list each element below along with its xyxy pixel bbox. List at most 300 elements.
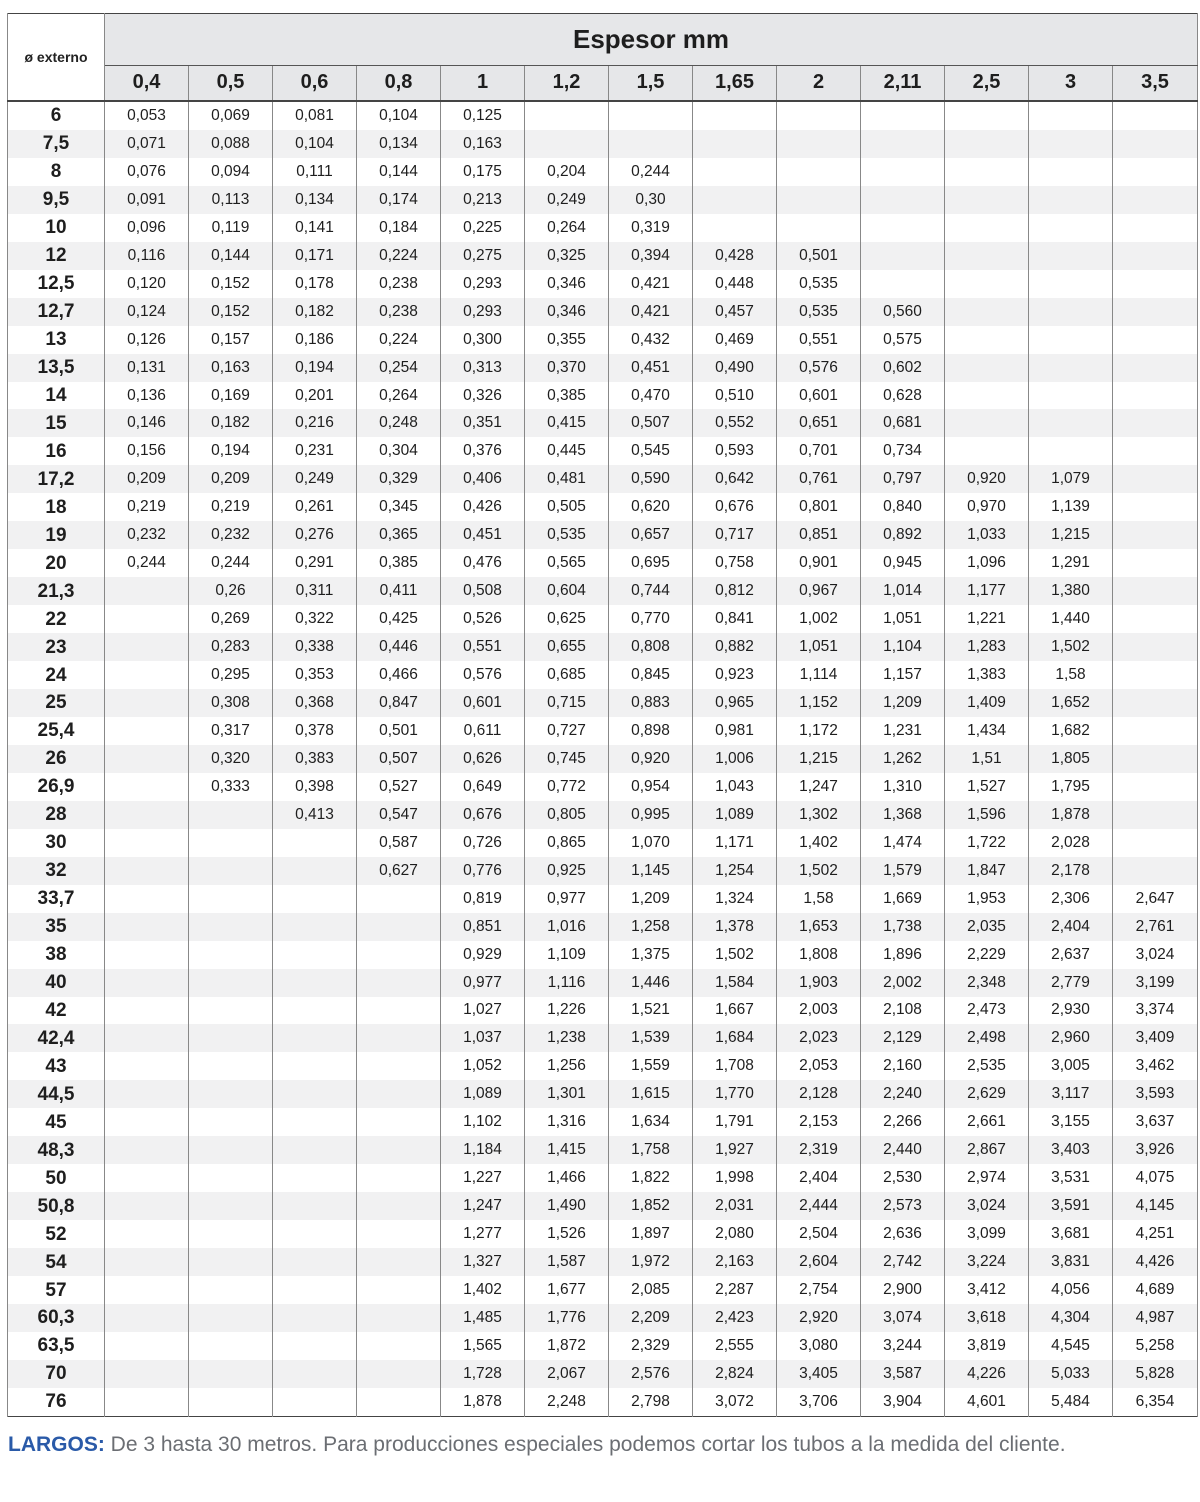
weight-cell <box>357 1360 441 1388</box>
weight-cell <box>1113 186 1198 214</box>
weight-cell: 1,002 <box>777 605 861 633</box>
weight-cell <box>273 1192 357 1220</box>
table-row <box>8 1024 1198 1052</box>
weight-cell <box>945 298 1029 326</box>
weight-cell <box>189 1080 273 1108</box>
weight-cell <box>945 437 1029 465</box>
weight-cell: 0,209 <box>189 465 273 493</box>
weight-cell: 0,981 <box>693 717 777 745</box>
weight-cell: 2,555 <box>693 1332 777 1360</box>
weight-cell: 1,584 <box>693 969 777 997</box>
outer-diameter-cell: 23 <box>8 633 105 661</box>
weight-cell: 4,545 <box>1029 1332 1113 1360</box>
weight-cell <box>273 1220 357 1248</box>
weight-cell <box>189 1248 273 1276</box>
weight-cell <box>105 1220 189 1248</box>
weight-cell <box>189 997 273 1025</box>
weight-cell: 3,462 <box>1113 1052 1198 1080</box>
table-row <box>8 242 1198 270</box>
weight-cell: 2,930 <box>1029 997 1113 1025</box>
weight-cell: 1,226 <box>525 997 609 1025</box>
weight-cell <box>105 1332 189 1360</box>
weight-cell: 0,146 <box>105 409 189 437</box>
weight-cell: 1,502 <box>1029 633 1113 661</box>
weight-cell: 3,409 <box>1113 1024 1198 1052</box>
weight-cell <box>357 1164 441 1192</box>
weight-cell: 0,451 <box>441 521 525 549</box>
weight-cell: 0,865 <box>525 829 609 857</box>
weight-cell <box>273 829 357 857</box>
weight-cell: 2,319 <box>777 1136 861 1164</box>
weight-cell: 2,129 <box>861 1024 945 1052</box>
weight-cell: 0,727 <box>525 717 609 745</box>
table-row <box>8 1052 1198 1080</box>
weight-cell: 0,413 <box>273 801 357 829</box>
weight-cell: 1,033 <box>945 521 1029 549</box>
weight-cell: 3,224 <box>945 1248 1029 1276</box>
weight-cell: 0,194 <box>189 437 273 465</box>
weight-cell: 0,587 <box>357 829 441 857</box>
weight-cell: 5,258 <box>1113 1332 1198 1360</box>
weight-cell: 1,157 <box>861 661 945 689</box>
weight-cell: 1,896 <box>861 941 945 969</box>
weight-cell: 3,405 <box>777 1360 861 1388</box>
outer-diameter-cell: 26,9 <box>8 773 105 801</box>
weight-cell <box>1029 270 1113 298</box>
weight-cell <box>189 1388 273 1416</box>
weight-cell: 0,385 <box>525 382 609 410</box>
table-row <box>8 745 1198 773</box>
outer-diameter-cell: 17,2 <box>8 465 105 493</box>
weight-cell: 0,081 <box>273 101 357 130</box>
weight-cell: 0,119 <box>189 214 273 242</box>
weight-cell: 1,878 <box>1029 801 1113 829</box>
weight-cell: 3,117 <box>1029 1080 1113 1108</box>
weight-cell: 0,575 <box>861 326 945 354</box>
weight-cell <box>273 1332 357 1360</box>
weight-cell: 2,329 <box>609 1332 693 1360</box>
outer-diameter-cell: 12,7 <box>8 298 105 326</box>
weight-cell <box>777 101 861 130</box>
weight-cell: 0,501 <box>357 717 441 745</box>
outer-diameter-cell: 25,4 <box>8 717 105 745</box>
weight-cell: 1,409 <box>945 689 1029 717</box>
weight-cell: 0,346 <box>525 270 609 298</box>
table-row <box>8 1332 1198 1360</box>
weight-cell: 0,415 <box>525 409 609 437</box>
weight-cell: 0,365 <box>357 521 441 549</box>
weight-cell: 1,634 <box>609 1108 693 1136</box>
table-row <box>8 1164 1198 1192</box>
weight-cell: 1,722 <box>945 829 1029 857</box>
weight-cell: 1,485 <box>441 1304 525 1332</box>
weight-cell: 0,676 <box>693 493 777 521</box>
weight-cell: 1,847 <box>945 857 1029 885</box>
table-row <box>8 773 1198 801</box>
weight-cell: 0,295 <box>189 661 273 689</box>
weight-cell <box>1029 186 1113 214</box>
weight-cell: 0,758 <box>693 549 777 577</box>
weight-cell: 2,163 <box>693 1248 777 1276</box>
weight-cell <box>357 1108 441 1136</box>
table-row <box>8 382 1198 410</box>
weight-cell: 0,535 <box>777 270 861 298</box>
weight-cell: 1,652 <box>1029 689 1113 717</box>
weight-cell <box>525 130 609 158</box>
weight-cell: 1,247 <box>441 1192 525 1220</box>
weight-cell: 1,878 <box>441 1388 525 1416</box>
weight-cell: 0,182 <box>189 409 273 437</box>
weight-cell <box>105 717 189 745</box>
weight-cell <box>189 1108 273 1136</box>
weight-cell: 1,677 <box>525 1276 609 1304</box>
weight-cell: 0,248 <box>357 409 441 437</box>
weight-cell <box>1113 661 1198 689</box>
weight-cell: 1,283 <box>945 633 1029 661</box>
table-row <box>8 186 1198 214</box>
weight-cell <box>105 941 189 969</box>
weight-cell: 1,238 <box>525 1024 609 1052</box>
weight-cell <box>189 857 273 885</box>
weight-cell: 1,852 <box>609 1192 693 1220</box>
weight-cell <box>357 941 441 969</box>
weight-cell: 1,089 <box>441 1080 525 1108</box>
weight-cell: 0,685 <box>525 661 609 689</box>
weight-cell: 2,440 <box>861 1136 945 1164</box>
outer-diameter-cell: 63,5 <box>8 1332 105 1360</box>
weight-cell: 1,669 <box>861 885 945 913</box>
weight-cell <box>1113 130 1198 158</box>
weight-cell: 1,378 <box>693 913 777 941</box>
weight-cell: 0,383 <box>273 745 357 773</box>
weight-cell: 2,023 <box>777 1024 861 1052</box>
weight-cell: 0,219 <box>189 493 273 521</box>
weight-cell: 1,684 <box>693 1024 777 1052</box>
weight-cell: 0,761 <box>777 465 861 493</box>
weight-cell: 1,114 <box>777 661 861 689</box>
weight-cell: 0,231 <box>273 437 357 465</box>
weight-cell: 1,051 <box>861 605 945 633</box>
weight-cell: 6,354 <box>1113 1388 1198 1416</box>
weight-cell: 0,507 <box>357 745 441 773</box>
weight-cell: 0,649 <box>441 773 525 801</box>
thickness-header: 0,4 <box>105 65 189 101</box>
weight-cell <box>945 382 1029 410</box>
weight-cell: 1,502 <box>777 857 861 885</box>
weight-cell: 0,545 <box>609 437 693 465</box>
weight-cell: 3,072 <box>693 1388 777 1416</box>
weight-cell: 0,744 <box>609 577 693 605</box>
weight-cell: 1,559 <box>609 1052 693 1080</box>
weight-cell: 1,209 <box>609 885 693 913</box>
weight-cell <box>273 941 357 969</box>
weight-cell <box>105 885 189 913</box>
weight-cell: 1,502 <box>693 941 777 969</box>
weight-cell: 0,398 <box>273 773 357 801</box>
weight-cell: 0,726 <box>441 829 525 857</box>
weight-cell <box>861 158 945 186</box>
weight-cell: 0,163 <box>189 354 273 382</box>
weight-cell <box>1113 829 1198 857</box>
weight-cell: 1,579 <box>861 857 945 885</box>
weight-cell: 0,053 <box>105 101 189 130</box>
weight-cell: 0,26 <box>189 577 273 605</box>
weight-cell: 0,238 <box>357 298 441 326</box>
weight-cell: 0,772 <box>525 773 609 801</box>
weight-cell: 1,089 <box>693 801 777 829</box>
weight-cell: 2,002 <box>861 969 945 997</box>
weight-cell: 0,157 <box>189 326 273 354</box>
weight-cell <box>105 773 189 801</box>
weight-cell: 3,005 <box>1029 1052 1113 1080</box>
weight-cell <box>861 270 945 298</box>
weight-cell <box>945 101 1029 130</box>
weight-cell: 1,758 <box>609 1136 693 1164</box>
weight-cell: 2,900 <box>861 1276 945 1304</box>
weight-cell: 2,535 <box>945 1052 1029 1080</box>
outer-diameter-cell: 76 <box>8 1388 105 1416</box>
weight-cell: 0,111 <box>273 158 357 186</box>
weight-cell: 1,402 <box>777 829 861 857</box>
outer-diameter-cell: 54 <box>8 1248 105 1276</box>
weight-cell: 1,795 <box>1029 773 1113 801</box>
weight-cell: 1,301 <box>525 1080 609 1108</box>
weight-cell <box>189 941 273 969</box>
weight-cell: 0,116 <box>105 242 189 270</box>
weight-cell: 1,521 <box>609 997 693 1025</box>
weight-cell: 1,258 <box>609 913 693 941</box>
weight-cell: 2,629 <box>945 1080 1029 1108</box>
weight-cell: 0,134 <box>357 130 441 158</box>
weight-cell: 1,215 <box>1029 521 1113 549</box>
weight-cell: 2,920 <box>777 1304 861 1332</box>
weight-cell: 0,841 <box>693 605 777 633</box>
footer-text: De 3 hasta 30 metros. Para producciones especiales podemos cortar los tubos a la medida del cliente. <box>104 1433 1066 1456</box>
table-row <box>8 633 1198 661</box>
weight-cell: 1,667 <box>693 997 777 1025</box>
weight-cell: 3,403 <box>1029 1136 1113 1164</box>
weight-cell <box>1113 633 1198 661</box>
weight-cell: 0,466 <box>357 661 441 689</box>
weight-cell: 3,199 <box>1113 969 1198 997</box>
weight-cell: 0,244 <box>189 549 273 577</box>
weight-cell <box>189 913 273 941</box>
table-row <box>8 689 1198 717</box>
weight-cell: 1,172 <box>777 717 861 745</box>
outer-diameter-cell: 33,7 <box>8 885 105 913</box>
weight-cell: 0,505 <box>525 493 609 521</box>
weight-cell: 0,421 <box>609 298 693 326</box>
weight-cell: 1,262 <box>861 745 945 773</box>
weight-cell: 1,096 <box>945 549 1029 577</box>
weight-cell <box>273 1360 357 1388</box>
weight-cell <box>945 186 1029 214</box>
weight-cell: 0,320 <box>189 745 273 773</box>
weight-cell: 1,897 <box>609 1220 693 1248</box>
weight-cell: 1,277 <box>441 1220 525 1248</box>
weight-cell: 1,51 <box>945 745 1029 773</box>
weight-cell: 3,637 <box>1113 1108 1198 1136</box>
weight-cell: 1,256 <box>525 1052 609 1080</box>
table-row <box>8 521 1198 549</box>
table-row <box>8 885 1198 913</box>
weight-cell: 1,58 <box>777 885 861 913</box>
weight-cell: 0,091 <box>105 186 189 214</box>
weight-cell <box>273 1248 357 1276</box>
weight-cell <box>273 1052 357 1080</box>
weight-cell: 3,155 <box>1029 1108 1113 1136</box>
weight-cell <box>189 1304 273 1332</box>
outer-diameter-cell: 26 <box>8 745 105 773</box>
weight-cell: 0,507 <box>609 409 693 437</box>
weight-cell: 0,445 <box>525 437 609 465</box>
table-row <box>8 717 1198 745</box>
table-row <box>8 1192 1198 1220</box>
weight-cell: 1,327 <box>441 1248 525 1276</box>
weight-cell: 0,368 <box>273 689 357 717</box>
weight-cell: 1,539 <box>609 1024 693 1052</box>
weight-cell <box>357 1080 441 1108</box>
weight-cell <box>609 101 693 130</box>
weight-cell: 4,689 <box>1113 1276 1198 1304</box>
outer-diameter-cell: 28 <box>8 801 105 829</box>
weight-cell: 5,033 <box>1029 1360 1113 1388</box>
weight-cell: 0,244 <box>609 158 693 186</box>
weight-cell: 0,104 <box>357 101 441 130</box>
table-row <box>8 1388 1198 1416</box>
weight-cell: 0,186 <box>273 326 357 354</box>
weight-cell <box>189 1220 273 1248</box>
weight-cell: 0,254 <box>357 354 441 382</box>
weight-cell: 0,490 <box>693 354 777 382</box>
outer-diameter-cell: 57 <box>8 1276 105 1304</box>
weight-cell: 0,426 <box>441 493 525 521</box>
weight-cell: 0,954 <box>609 773 693 801</box>
weight-cell: 0,069 <box>189 101 273 130</box>
weight-cell: 0,576 <box>777 354 861 382</box>
weight-cell: 0,351 <box>441 409 525 437</box>
weight-cell <box>945 242 1029 270</box>
weight-cell <box>105 661 189 689</box>
thickness-group-header: Espesor mm <box>105 14 1198 66</box>
weight-cell: 0,184 <box>357 214 441 242</box>
outer-diameter-cell: 14 <box>8 382 105 410</box>
weight-cell: 0,329 <box>357 465 441 493</box>
weight-cell <box>945 158 1029 186</box>
weight-cell <box>105 1248 189 1276</box>
weight-cell: 2,108 <box>861 997 945 1025</box>
weight-cell: 1,708 <box>693 1052 777 1080</box>
weight-cell <box>273 1024 357 1052</box>
weight-cell: 0,141 <box>273 214 357 242</box>
weight-cell <box>273 1304 357 1332</box>
weight-cell <box>1029 130 1113 158</box>
thickness-header: 0,5 <box>189 65 273 101</box>
weight-cell: 0,602 <box>861 354 945 382</box>
weight-cell <box>1113 354 1198 382</box>
weight-cell: 0,425 <box>357 605 441 633</box>
weight-cell: 0,776 <box>441 857 525 885</box>
weight-cell <box>1113 493 1198 521</box>
weight-cell: 0,923 <box>693 661 777 689</box>
weight-cell: 0,171 <box>273 242 357 270</box>
weight-cell: 2,229 <box>945 941 1029 969</box>
outer-diameter-header: ø externo <box>8 14 105 102</box>
weight-cell: 3,904 <box>861 1388 945 1416</box>
weight-cell: 1,247 <box>777 773 861 801</box>
weight-cell: 0,470 <box>609 382 693 410</box>
outer-diameter-cell: 22 <box>8 605 105 633</box>
weight-cell <box>693 101 777 130</box>
weight-cell <box>357 1220 441 1248</box>
weight-cell: 1,58 <box>1029 661 1113 689</box>
weight-cell: 0,30 <box>609 186 693 214</box>
weight-cell: 0,163 <box>441 130 525 158</box>
weight-cell: 1,653 <box>777 913 861 941</box>
weight-cell <box>105 633 189 661</box>
weight-cell: 0,734 <box>861 437 945 465</box>
weight-cell <box>357 1024 441 1052</box>
table-row <box>8 1080 1198 1108</box>
weight-cell: 0,642 <box>693 465 777 493</box>
weight-cell: 0,355 <box>525 326 609 354</box>
outer-diameter-cell: 40 <box>8 969 105 997</box>
weight-cell: 1,776 <box>525 1304 609 1332</box>
weight-cell <box>189 885 273 913</box>
weight-cell: 2,573 <box>861 1192 945 1220</box>
weight-cell: 0,535 <box>777 298 861 326</box>
outer-diameter-cell: 20 <box>8 549 105 577</box>
weight-cell: 2,974 <box>945 1164 1029 1192</box>
weight-cell: 0,510 <box>693 382 777 410</box>
weight-cell: 3,099 <box>945 1220 1029 1248</box>
table-row <box>8 214 1198 242</box>
table-row <box>8 409 1198 437</box>
weight-cell: 0,967 <box>777 577 861 605</box>
weight-cell <box>105 913 189 941</box>
weight-cell: 0,432 <box>609 326 693 354</box>
weight-cell <box>1113 605 1198 633</box>
weight-cell: 1,014 <box>861 577 945 605</box>
outer-diameter-cell: 9,5 <box>8 186 105 214</box>
weight-cell <box>105 997 189 1025</box>
weight-cell <box>105 1164 189 1192</box>
weight-cell: 0,892 <box>861 521 945 549</box>
weight-cell: 0,175 <box>441 158 525 186</box>
weight-cell: 0,626 <box>441 745 525 773</box>
weight-cell <box>189 1052 273 1080</box>
table-row <box>8 1360 1198 1388</box>
weight-cell: 0,124 <box>105 298 189 326</box>
weight-cell: 1,972 <box>609 1248 693 1276</box>
outer-diameter-cell: 15 <box>8 409 105 437</box>
weight-cell: 0,283 <box>189 633 273 661</box>
weight-cell: 4,251 <box>1113 1220 1198 1248</box>
weight-cell: 0,174 <box>357 186 441 214</box>
weight-cell: 0,353 <box>273 661 357 689</box>
weight-cell: 0,457 <box>693 298 777 326</box>
weight-cell: 1,682 <box>1029 717 1113 745</box>
weight-cell: 3,412 <box>945 1276 1029 1304</box>
weight-cell: 2,053 <box>777 1052 861 1080</box>
weight-cell: 0,945 <box>861 549 945 577</box>
weight-cell: 0,421 <box>609 270 693 298</box>
weight-cell: 1,770 <box>693 1080 777 1108</box>
weight-cell: 1,998 <box>693 1164 777 1192</box>
weight-cell: 3,587 <box>861 1360 945 1388</box>
weight-cell <box>273 1080 357 1108</box>
table-row <box>8 158 1198 186</box>
